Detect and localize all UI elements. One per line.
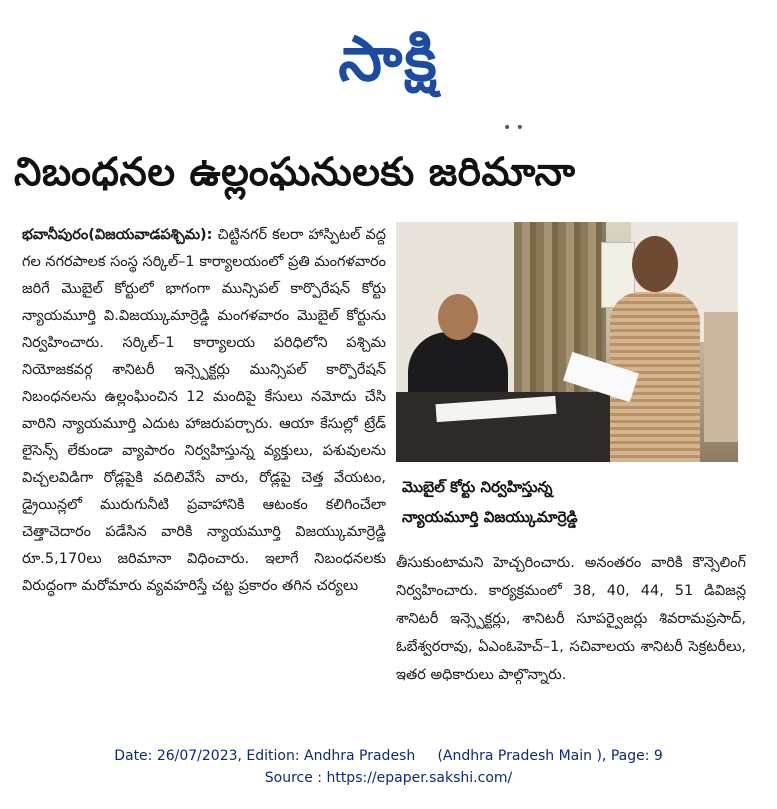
caption-line-1: మొబైల్ కోర్టు నిర్వహిస్తున్న xyxy=(402,478,553,496)
masthead xyxy=(0,14,777,104)
caption-line-2: న్యాయమూర్తి విజయ్కుమార్రెడ్డి xyxy=(402,508,578,526)
footer-source-info xyxy=(0,745,777,789)
article-body-right: తీసుకుంటామని హెచ్చరించారు. అనంతరం వారికి కౌన్సెలింగ్ నిర్వహించారు. కార్యక్రమంలో 38, 40, 44, 51 డివిజన్ల శానిటరీ ఇన్స్పెక్టర్లు, శానిటరీ సూపర్వైజర్లు శివరామప్రసాద్, ఓబేశ్వరరావు, ఏఎంఓహెచ్–1, సచివాలయ శానిటరీ సెక్రటరీలు, ఇతర అధికారులు పాల్గొన్నారు. xyxy=(396,555,746,683)
article-text-left: చిట్టినగర్ కలరా హాస్పిటల్ వద్ద గల నగరపాలక సంస్థ సర్కిల్–1 కార్యాలయంలో ప్రతి మంగళవారం జరిగే మొబైల్ కోర్టులో భాగంగా మున్సిపల్ కార్పొరేషన్ కోర్టు న్యాయమూర్తి వి.విజయ్కుమార్రెడ్డి మంగళవారం మొబైల్ కోర్టును నిర్వహించారు. సర్కిల్–1 కార్యాలయ పరిధిలోని పశ్చిమ నియోజకవర్గ శానిటరీ ఇన్స్పెక్టర్లు మున్సిపల్ కార్పొరేషన్ నిబంధనలను ఉల్లంఘించిన 12 మందిపై కేసులు నమోదు చేసి వారిని న్యాయమూర్తి ఎదుట హాజరుపర్చారు. ఆయా కేసుల్లో ట్రేడ్ లైసెన్స్ లేకుండా వ్యాపారం నిర్వహిస్తున్న వ్యక్తులు, పశువులను విచ్చలవిడిగా రోడ్లపైకి వదిలివేసే వారు, రోడ్లపై చెత్త వేయటం, డ్రైయిన్లలో మురుగునీటి ప్రవాహానికి ఆటంకం కలిగించేలా చెత్తాచెదారం పడేసిన వారికి న్యాయమూర్తి విజయ్కుమార్రెడ్డి రూ.5,170లు జరిమానా విధించారు. ఇలాగే నిబంధనలకు విరుద్ధంగా మరోమారు వ్యవహరిస్తే చట్ట ప్రకారం తగిన చర్యలు xyxy=(22,227,386,594)
article-body-left xyxy=(22,222,386,600)
article-headline: నిబంధనల ఉల్లంఘనులకు జరిమానా xyxy=(14,150,576,195)
footer-date-edition: Date: 26/07/2023, Edition: Andhra Pradesh (Andhra Pradesh Main ), Page: 9 xyxy=(114,748,663,764)
article-column-right xyxy=(396,549,746,729)
newspaper-logo: సాక్షి xyxy=(338,22,439,95)
photo-caption xyxy=(396,472,738,544)
article-column-left xyxy=(22,222,386,742)
background-person xyxy=(704,312,738,442)
article-dateline: భవానీపురం(విజయవాడపశ్చిమ): xyxy=(22,227,213,243)
news-photo xyxy=(396,222,738,462)
footer-source-url: Source : https://epaper.sakshi.com/ xyxy=(264,770,513,786)
ornament-dots: • • xyxy=(503,120,524,136)
